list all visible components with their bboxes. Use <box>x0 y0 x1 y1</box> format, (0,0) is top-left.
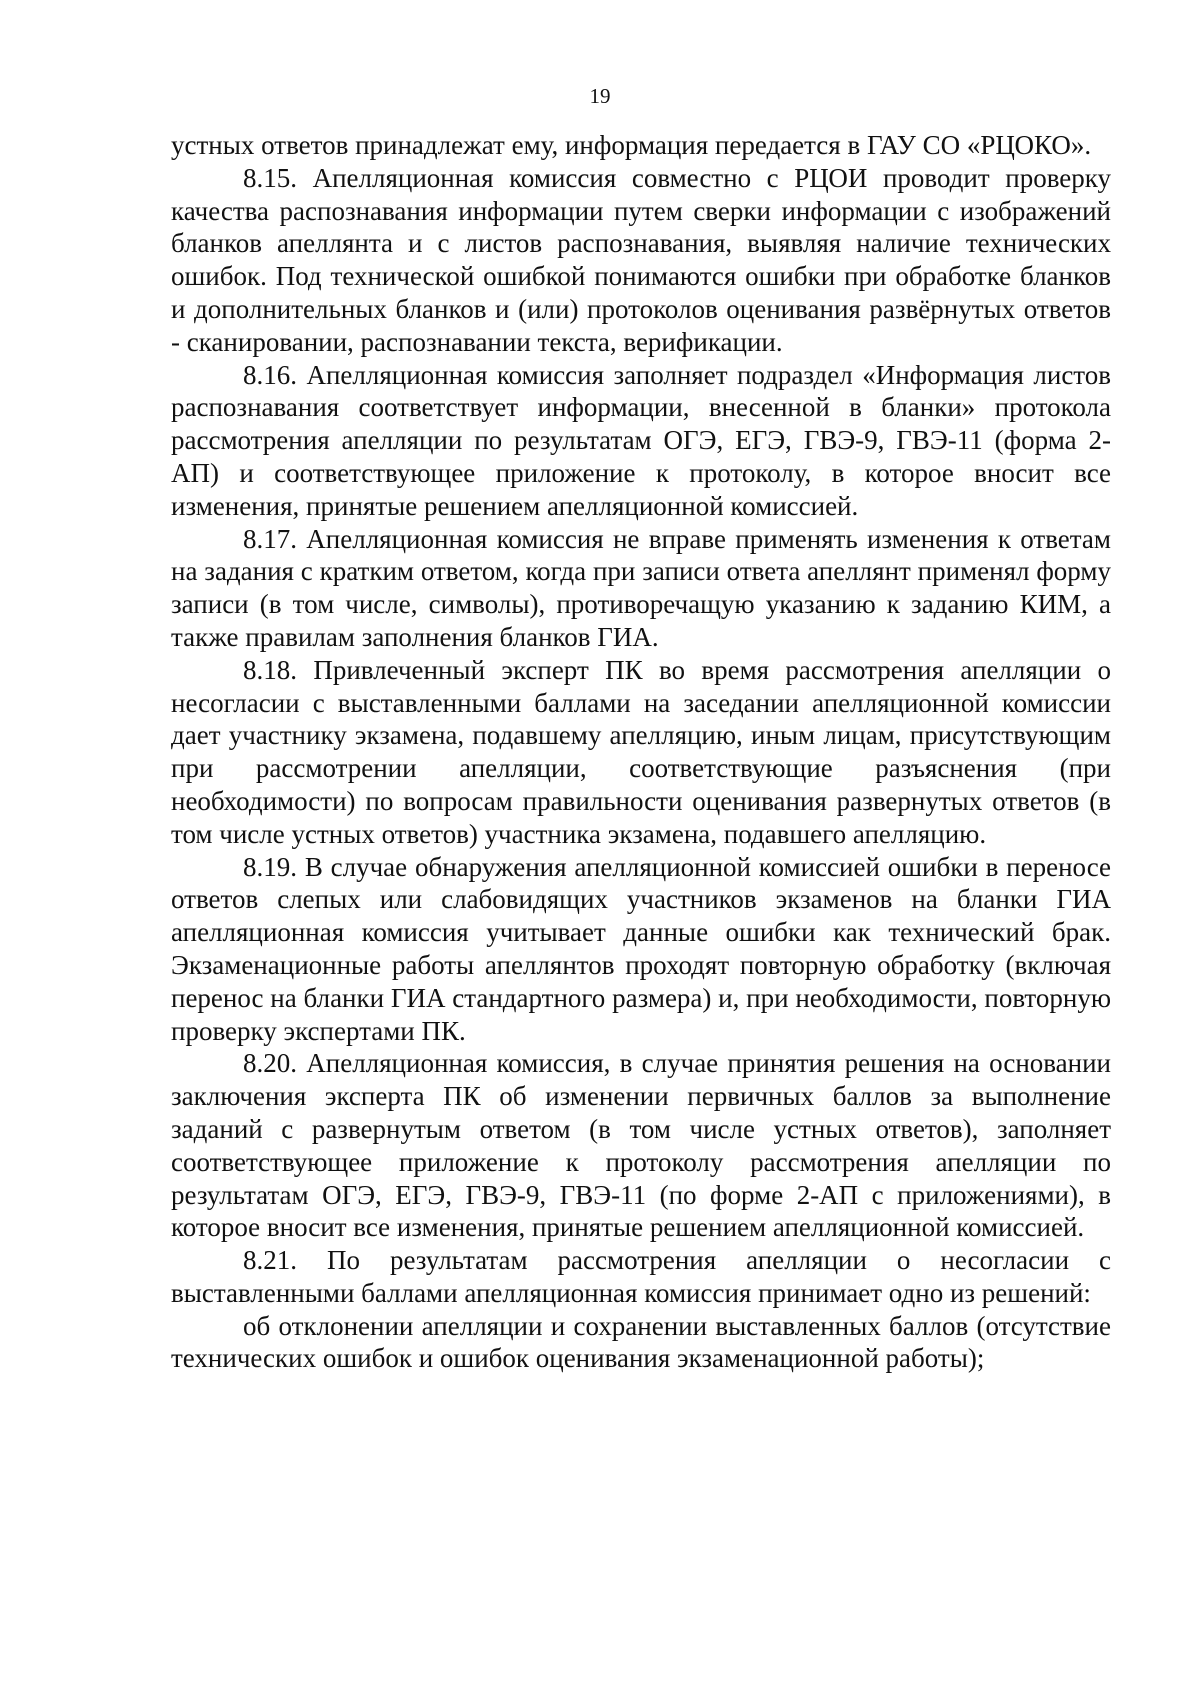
paragraph-8-19: 8.19. В случае обнаружения апелляционной комиссией ошибки в переносе ответов слепых или слабовидящих участников экзаменов на бланки ГИА апелляционная комиссия учитывает данные ошибки как технический брак. Экзаменационные работы апеллянтов проходят повторную обработку (включая перенос на бланки ГИА стандартного размера) и, при необходимости, повторную проверку экспертами ПК. <box>171 851 1111 1046</box>
paragraph-continuation: устных ответов принадлежат ему, информация передается в ГАУ СО «РЦОКО». <box>171 130 1092 160</box>
paragraph-8-21: 8.21. По результатам рассмотрения апелляции о несогласии с выставленными баллами апелляционная комиссия принимает одно из решений: <box>171 1245 1111 1308</box>
paragraph-8-18: 8.18. Привлеченный эксперт ПК во время рассмотрения апелляции о несогласии с выставленными баллами на заседании апелляционной комиссии дает участнику экзамена, подавшему апелляцию, иным лицам, присутствующим при рассмотрении апелляции, соответствующие разъяснения (при необходимости) по вопросам правильности оценивания развернутых ответов (в том числе устных ответов) участника экзамена, подавшего апелляцию. <box>171 654 1111 849</box>
paragraph-decision-1: об отклонении апелляции и сохранении выставленных баллов (отсутствие технических ошибок и ошибок оценивания экзаменационной работы); <box>171 1310 1111 1374</box>
paragraph-8-16: 8.16. Апелляционная комиссия заполняет подраздел «Информация листов распознавания соответствует информации, внесенной в бланки» протокола рассмотрения апелляции по результатам ОГЭ, ЕГЭ, ГВЭ-9, ГВЭ-11 (форма 2-АП) и соответствующее приложение к протоколу, в которое вносит все изменения, принятые решением апелляционной комиссией. <box>171 359 1111 521</box>
paragraph-8-17: 8.17. Апелляционная комиссия не вправе применять изменения к ответам на задания с кратким ответом, когда при записи ответа апеллянт применял форму записи (в том числе, символы), противоречащую указанию к заданию КИМ, а также правилам заполнения бланков ГИА. <box>171 523 1111 652</box>
paragraph-8-20: 8.20. Апелляционная комиссия, в случае принятия решения на основании заключения эксперта ПК об изменении первичных баллов за выполнение заданий с развернутым ответом (в том числе устных ответов), заполняет соответствующее приложение к протоколу рассмотрения апелляции по результатам ОГЭ, ЕГЭ, ГВЭ-9, ГВЭ-11 (по форме 2-АП с приложениями), в которое вносит все изменения, принятые решением апелляционной комиссией. <box>171 1048 1111 1243</box>
page-number: 19 <box>589 84 611 108</box>
document-body <box>171 129 1111 1375</box>
paragraph-8-15: 8.15. Апелляционная комиссия совместно с РЦОИ проводит проверку качества распознавания информации путем сверки информации с изображений бланков апеллянта и с листов распознавания, выявляя наличие технических ошибок. Под технической ошибкой понимаются ошибки при обработке бланков и дополнительных бланков и (или) протоколов оценивания развёрнутых ответов - сканировании, распознавании текста, верификации. <box>171 162 1111 357</box>
